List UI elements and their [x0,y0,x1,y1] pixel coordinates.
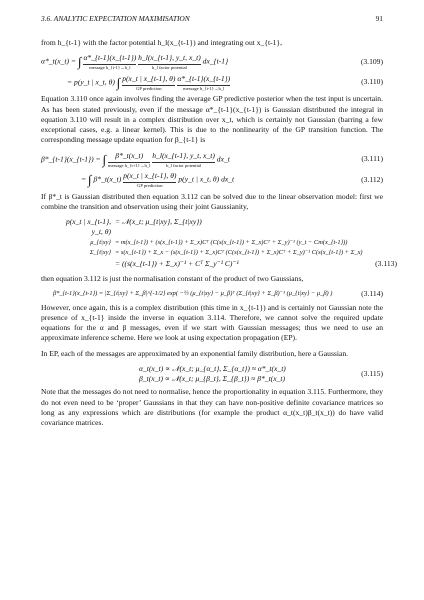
eq-113-line2-lhs: μ_{t|xy} [90,239,111,247]
paragraph-1: from h_{t-1} with the factor potential h_l(x_{t-1}) and integrating out x_{t-1}, [41,37,282,47]
eq-109-term1-label: message h_{t-1}→h_l [83,64,136,70]
eq-111-term2: h_l(x_{t-1}, y_t, x_t) [152,150,215,160]
integral-sign: ∫ [77,54,82,70]
eq-109-term2: h_l(x_{t-1}, y_t, x_t) [138,53,201,63]
equation-3-112 [41,171,383,189]
running-header [41,14,383,24]
paragraph-7: Note that the messages do not need to normalise, hence the proportionality in equation 3.115. Furthermore, they do not even need to be ‘proper’ Gaussians in that they can have non-positive definite covariance matrices so long as any expressions which are distributions (for example the product α_t(x_t)β_t(x_t)) do have valid covariance matrices. [41,387,383,428]
equation-3-110 [41,74,383,92]
eq-113-line1-lhs: p(x_t | x_{t-1}, y_t, θ) [65,217,111,237]
eq-115-line1: α_t(x_t) ∝ 𝒩(x_t; μ_{α_t}, Σ_{α_t}) ≈ α*_t(x_t) [139,363,286,373]
section-title: 3.6. ANALYTIC EXPECTATION MAXIMISATION [41,14,190,23]
eq-109-suffix: dx_{t-1} [202,56,229,66]
equation-number: (3.111) [361,154,383,164]
eq-112-lhs: = [81,174,87,184]
equation-number: (3.112) [361,174,383,184]
eq-109-lhs: α*_t(x_t) = [41,56,77,66]
equation-3-115 [41,364,383,385]
eq-111-suffix: dx_t [216,154,230,164]
paragraph-6: In EP, each of the messages are approximated by an exponential family distribution, here a Gaussian. [41,348,349,358]
eq-113-line4-rhs: = ((s(x_{t-1}) + Σ_x)⁻¹ + Cᵀ Σ_y⁻¹ C)⁻¹ [115,259,239,269]
equation-number: (3.109) [360,56,383,66]
eq-111-term1: β*_t(x_t) [115,150,144,160]
eq-109-term1: α*_{t-1}(x_{t-1}) [83,53,137,63]
eq-110-term2: α*_{t-1}(x_{t-1}) [177,73,231,83]
eq-112-term1: β*_t(x_t) [93,174,122,184]
page-number: 91 [375,14,383,23]
eq-110-term1-label: GP prediction [122,85,175,91]
eq-111-term1-label: message h_{t+1}→h_l [108,162,151,168]
eq-111-lhs: β*_{t-1}(x_{t-1}) = [41,154,101,164]
equation-3-113 [55,217,397,270]
eq-113-line2-rhs: = m(x_{t-1}) + (s(x_{t-1}) + Σ_x)Cᵀ (C(s(x_{t-1}) + Σ_x)Cᵀ + Σ_y)⁻¹ (y_t − Cm(x_{t-1})) [115,239,348,247]
paragraph-2: Equation 3.110 once again involves finding the average GP predictive posterior when the test input is uncertain. As has been stated previously, even if the message α*_{t-1}(x_{t-1}) is Gaussian distributed the integral in equation 3.110 will result in a complex distribution over x_t, which is certainly not Gaussian (barring a few exceptional cases, e.g. a linear kernel). This is due to the nonlinearity of the GP transition function. The corresponding message update equation for β_{t-1} is [41,94,383,145]
eq-111-term2-label: h_l factor potential [152,162,215,168]
paragraph-4: then equation 3.112 is just the normalisation constant of the product of two Gaussians, [41,274,304,284]
equation-number: (3.114) [361,289,383,299]
equation-3-114 [41,289,383,299]
eq-110-term1: p(x_t | x_{t-1}, θ) [122,73,176,83]
paragraph-5: However, once again, this is a complex distribution (this time in x_{t-1}) and is certainly not Gaussian note the presence of x_{t-1} inside the inverse in equation 3.114. Therefore, we cannot solve the required update equations for the α and β messages, even if we start with Gaussian messages; thus we need to use an approximate inference scheme. Here we look at using expectation propagation (EP). [41,302,383,343]
eq-110-lhs: = p(y_t | x_t, θ) [67,77,115,87]
eq-112-term2: p(x_t | x_{t-1}, θ) [123,171,177,181]
integral-sign: ∫ [116,74,121,90]
equation-3-109 [41,53,383,71]
eq-110-term2-label: message h_{t-1}→h_l [177,85,230,91]
equation-number: (3.113) [375,259,397,269]
equation-number: (3.115) [361,369,383,379]
eq-112-term2-label: GP prediction [123,182,176,188]
eq-115-line2: β_t(x_t) ∝ 𝒩(x_t; μ_{β_t}, Σ_{β_t}) ≈ β*_t(x_t) [139,374,286,384]
integral-sign: ∫ [102,151,107,167]
eq-113-line1-rhs: = 𝒩(x_t; μ_{t|xy}, Σ_{t|xy}) [115,217,202,227]
eq-113-line3-rhs: = s(x_{t-1}) + Σ_x − (s(x_{t-1}) + Σ_x)Cᵀ (C(s(x_{t-1}) + Σ_x)Cᵀ + Σ_y)⁻¹ C(s(x_{t-1}) + Σ_x) [115,249,363,257]
eq-112-term3: p(y_t | x_t, θ) dx_t [178,174,235,184]
paragraph-3: If β*_t is Gaussian distributed then equation 3.112 can be solved due to the linear observation model: first we combine the transition and observation using their joint Gaussianity, [41,191,383,211]
equation-number: (3.110) [361,77,383,87]
equation-3-111 [41,151,383,169]
eq-114-body: β*_{t-1}(x_{t-1}) = |Σ_{t|xy} + Σ_β|^{-1/2} exp( −½ (μ_{t|xy} − μ_β)ᵀ (Σ_{t|xy} + Σ_β)⁻¹ (μ_{t|xy} − μ_β) ) [53,290,333,298]
eq-109-term2-label: h_l factor potential [138,64,201,70]
eq-113-line3-lhs: Σ_{t|xy} [89,249,111,257]
integral-sign: ∫ [88,172,92,188]
